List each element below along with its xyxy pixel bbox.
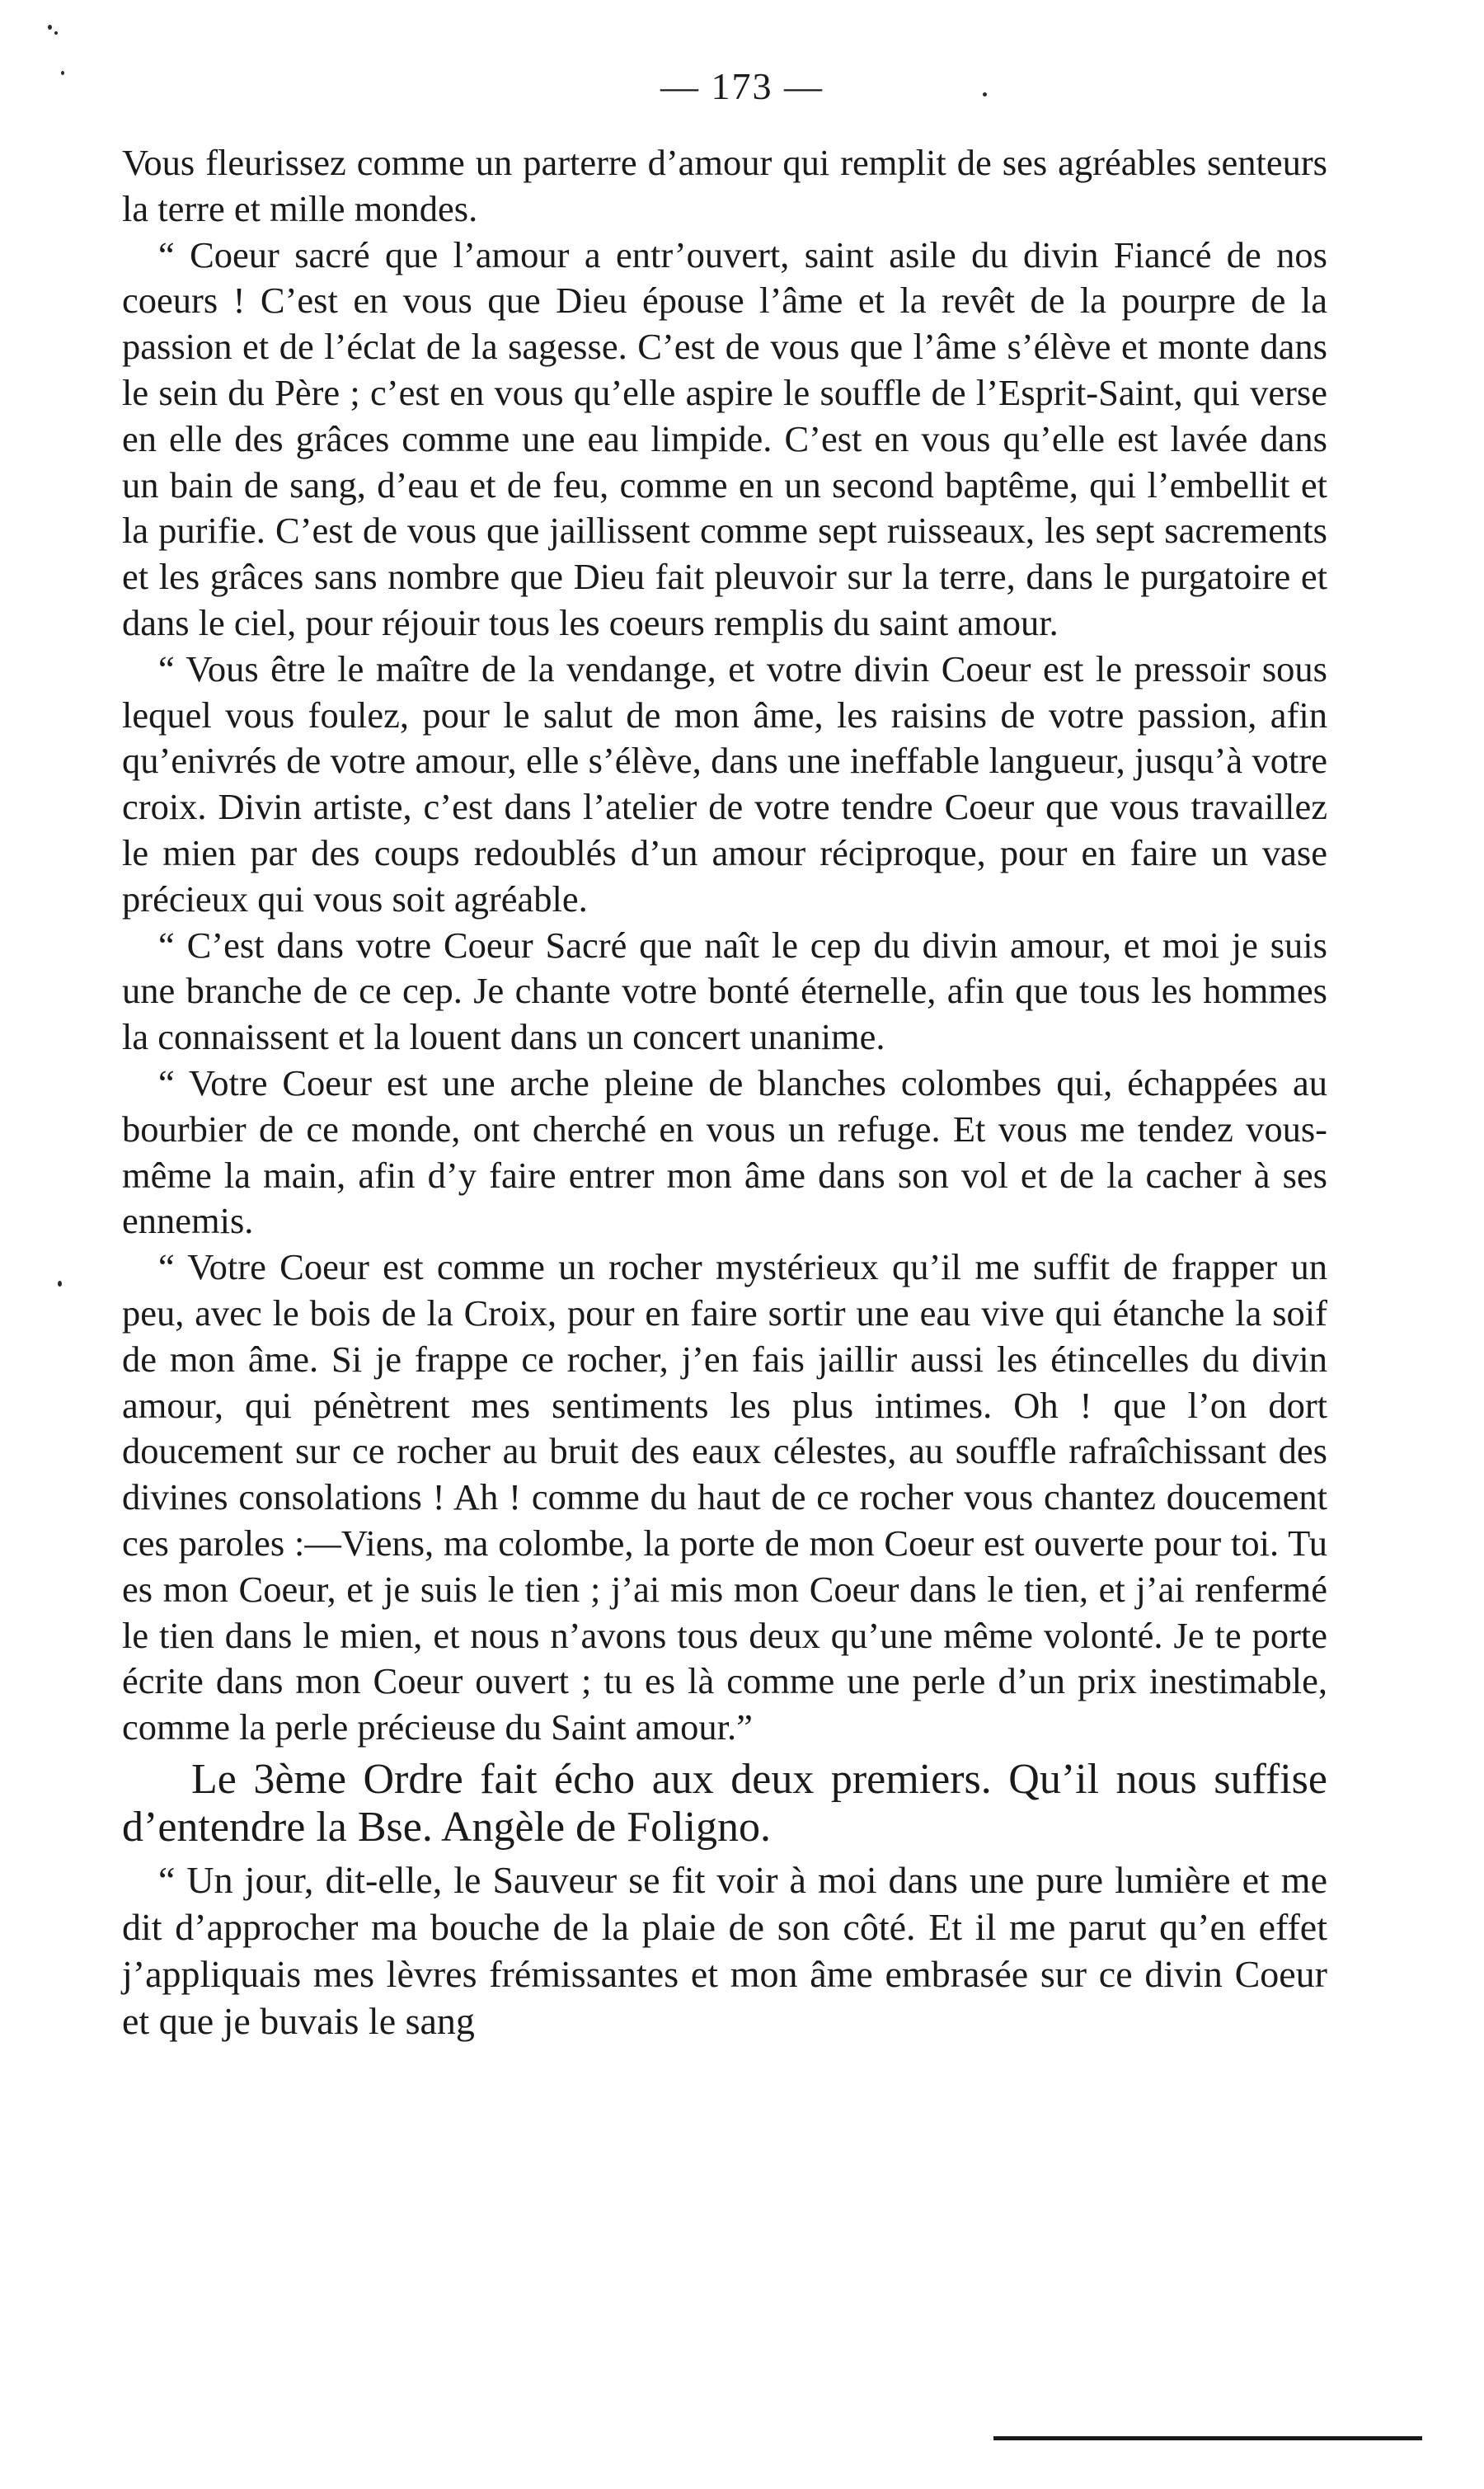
paragraph: “ Votre Coeur est comme un rocher mystérieux qu’il me suffit de frapper un peu, avec le bois de la Croix, pour en faire sortir une eau vive qui étanche la soif de mon âme. Si je frappe ce rocher, j’en fais jaillir aussi les étincelles du divin amour, qui pénètrent mes sentiments les plus intimes. Oh ! que l’on dort doucement sur ce rocher au bruit des eaux célestes, au souffle rafraîchissant des divines consolations ! Ah ! comme du haut de ce rocher vous chantez doucement ces paroles :—Viens, ma colombe, la porte de mon Coeur est ouverte pour toi. Tu es mon Coeur, et je suis le tien ; j’ai mis mon Coeur dans le tien, et j’ai renfermé le tien dans le mien, et nous n’avons tous deux qu’une même volonté. Je te porte écrite dans mon Coeur ouvert ; tu es là comme une perle d’un prix inestimable, comme la perle précieuse du Saint amour.”: [122, 1246, 1327, 1748]
paragraph-continuation: Vous fleurissez comme un parterre d’amour qui remplit de ses agréables senteurs la terre et mille mondes.: [122, 142, 1327, 229]
section-heading: Le 3ème Ordre fait écho aux deux premiers. Qu’il nous suffise d’entendre la Bse. Angèle de Foligno.: [122, 1755, 1327, 1851]
body-text: [122, 140, 1327, 2044]
scan-speck: [54, 31, 58, 35]
paragraph: “ C’est dans votre Coeur Sacré que naît le cep du divin amour, et moi je suis une branche de ce cep. Je chante votre bonté éternelle, afin que tous les hommes la connaissent et la louent dans un concert unanime.: [122, 924, 1327, 1058]
paragraph: “ Vous être le maître de la vendange, et votre divin Coeur est le pressoir sous lequel vous foulez, pour le salut de mon âme, les raisins de votre passion, afin qu’enivrés de votre amour, elle s’élève, dans une ineffable langueur, jusqu’à votre croix. Divin artiste, c’est dans l’atelier de votre tendre Coeur que vous travaillez le mien par des coups redoublés d’un amour réciproque, pour en faire un vase précieux qui vous soit agréable.: [122, 647, 1327, 920]
scan-speck: [58, 1281, 62, 1287]
scan-speck: [48, 25, 52, 30]
page-number: — 173 —: [660, 65, 824, 107]
bottom-rule: [993, 2436, 1422, 2440]
paragraph: “ Coeur sacré que l’amour a entr’ouvert, saint asile du divin Fiancé de nos coeurs ! C’est en vous que Dieu épouse l’âme et la revêt de la pourpre de la passion et de l’éclat de la sagesse. C’est de vous que l’âme s’élève et monte dans le sein du Père ; c’est en vous qu’elle aspire le souffle de l’Esprit-Saint, qui verse en elle des grâces comme une eau limpide. C’est en vous qu’elle est lavée dans un bain de sang, d’eau et de feu, comme en un second baptême, qui l’embellit et la purifie. C’est de vous que jaillissent comme sept ruisseaux, les sept sacrements et les grâces sans nombre que Dieu fait pleuvoir sur la terre, dans le purgatoire et dans le ciel, pour réjouir tous les coeurs remplis du saint amour.: [122, 233, 1327, 643]
paragraph: “ Un jour, dit-elle, le Sauveur se fit voir à moi dans une pure lumière et me dit d’approcher ma bouche de la plaie de son côté. Et il me parut qu’en effet j’appliquais mes lèvres frémissantes et mon âme embrasée sur ce divin Coeur et que je buvais le sang: [122, 1858, 1327, 2042]
paragraph: “ Votre Coeur est une arche pleine de blanches colombes qui, échappées au bourbier de ce monde, ont cherché en vous un refuge. Et vous me tendez vous-même la main, afin d’y faire entrer mon âme dans son vol et de la cacher à ses ennemis.: [122, 1061, 1327, 1242]
